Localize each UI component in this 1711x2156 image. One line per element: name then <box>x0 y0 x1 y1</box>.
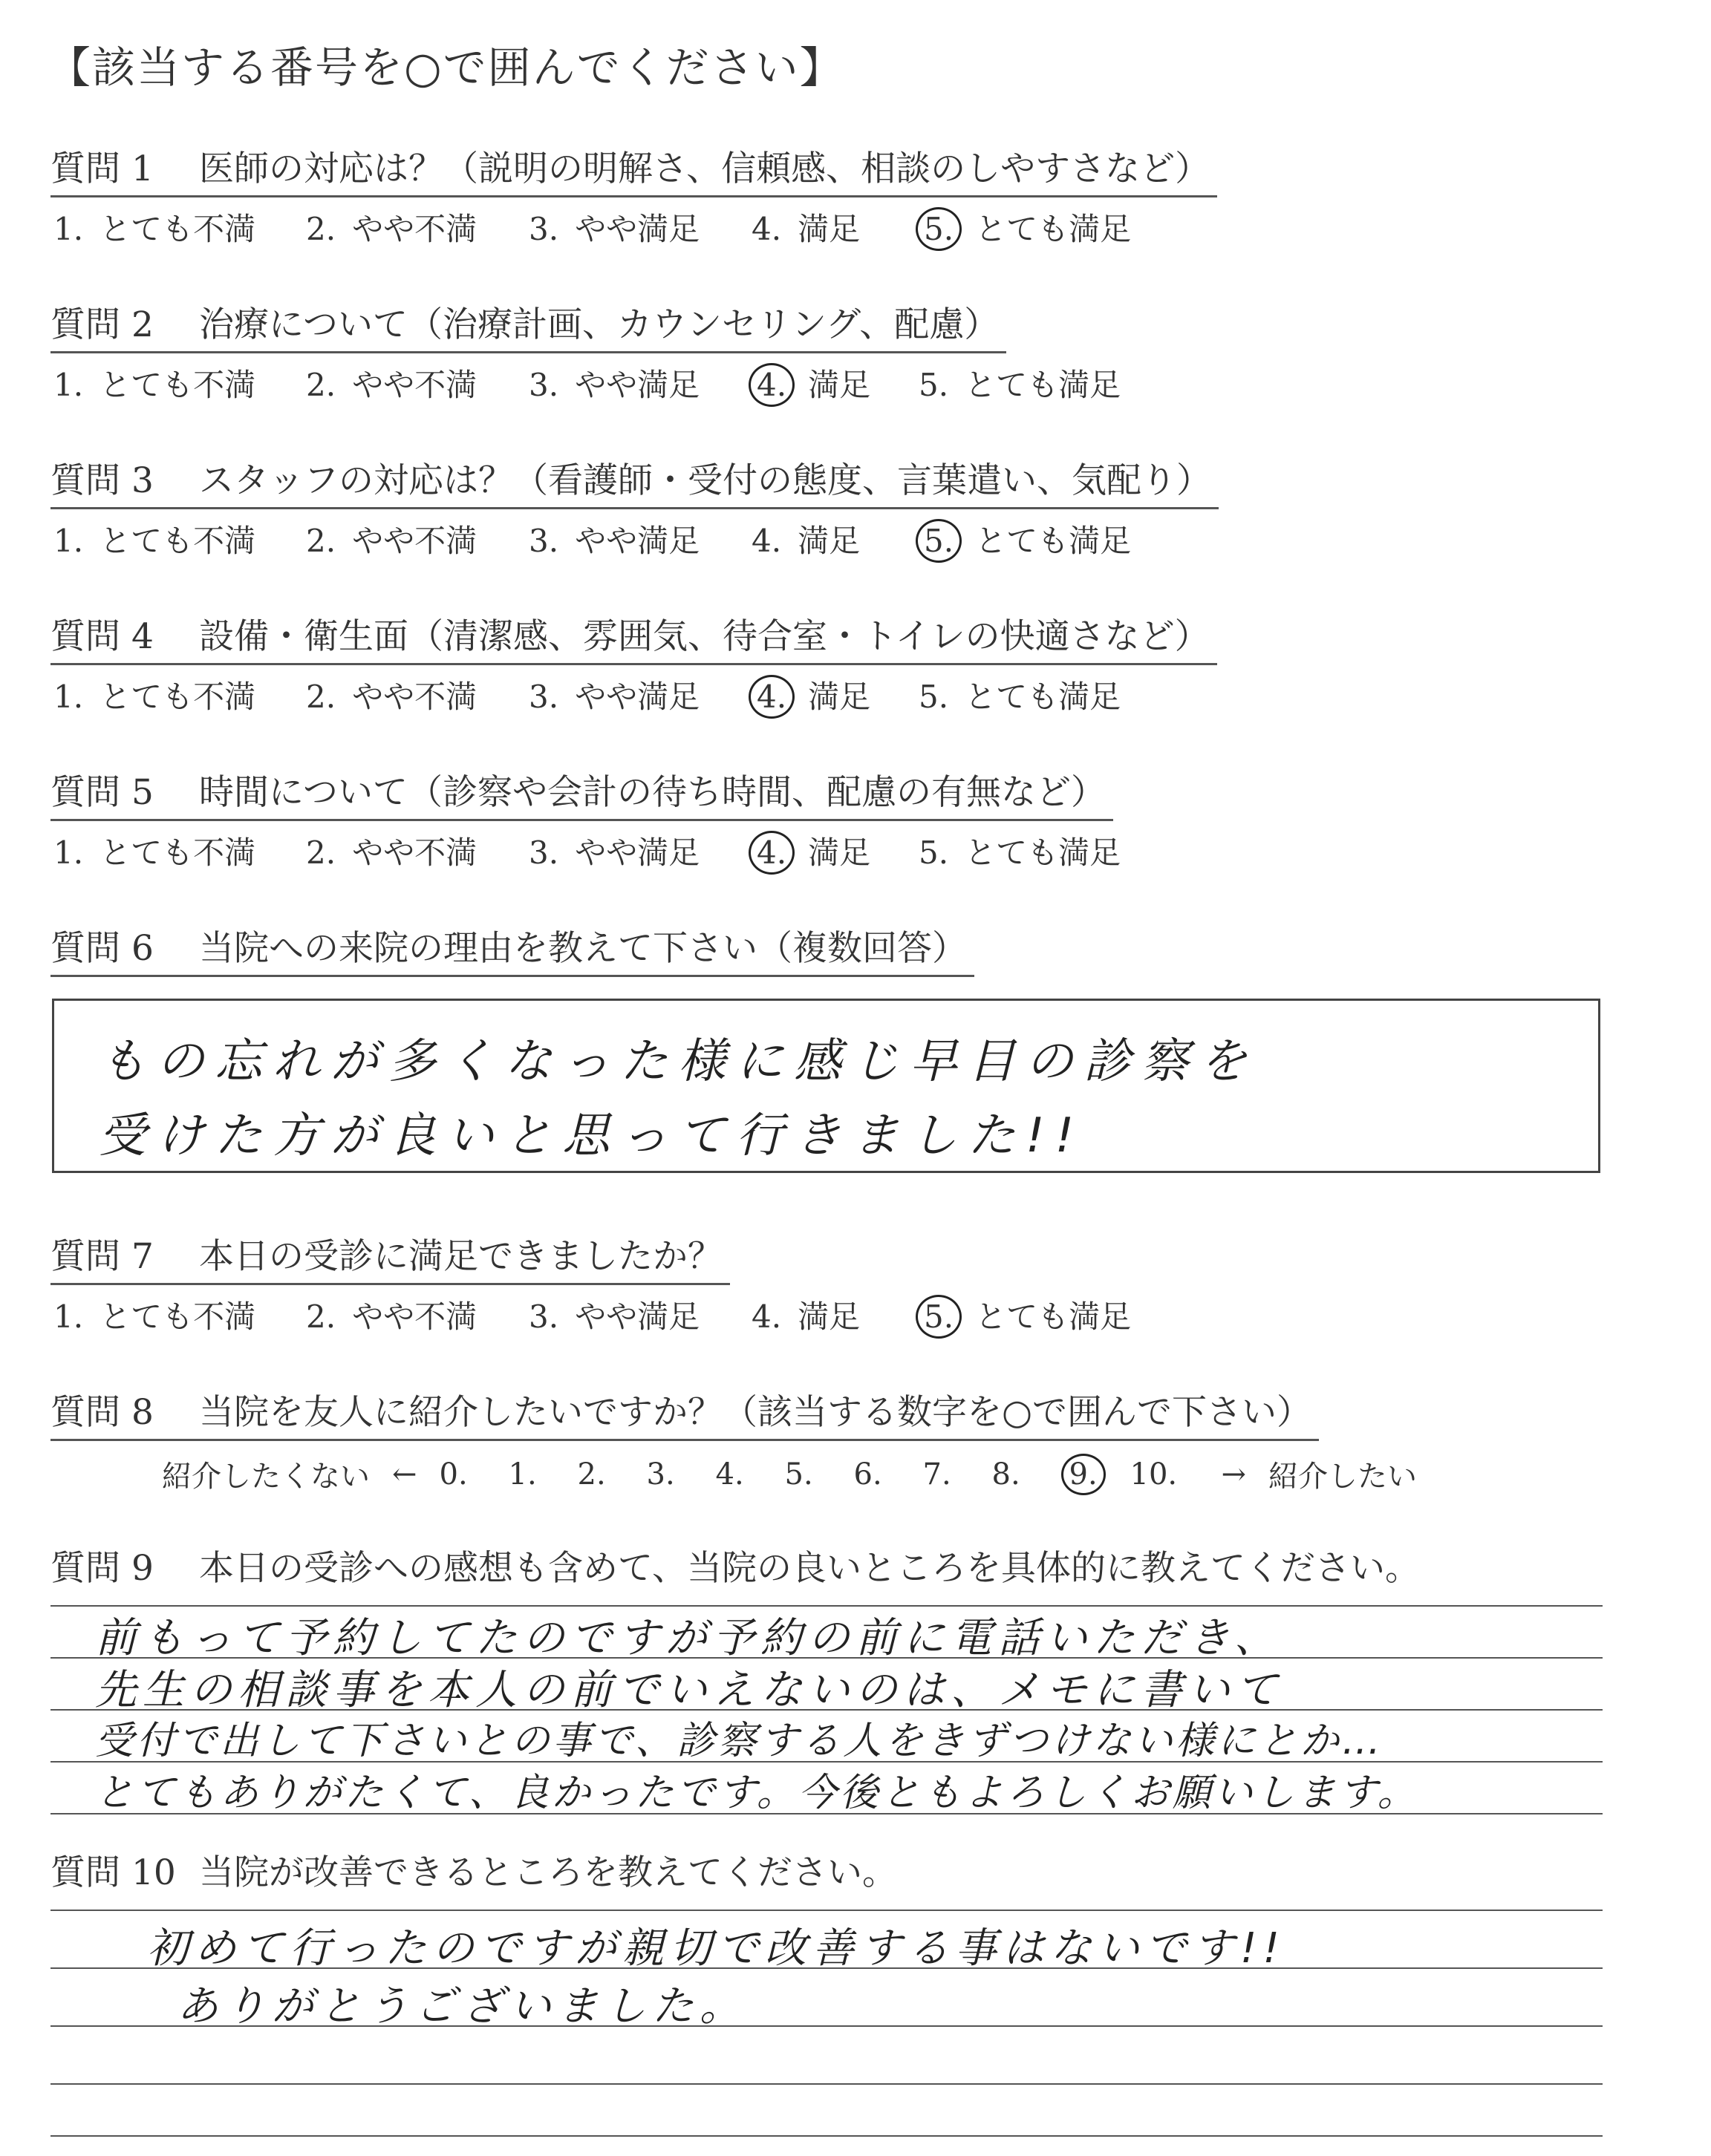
question-number: 質問 7 <box>50 1236 154 1277</box>
option-label: とても満足 <box>975 523 1132 559</box>
option-number: 2. <box>306 367 336 403</box>
option-number: 1. <box>53 1298 84 1335</box>
option-1[interactable] <box>50 829 255 873</box>
option-number: 3. <box>529 679 559 715</box>
scale-value-label: 6. <box>853 1457 882 1492</box>
answer-options <box>50 361 1121 405</box>
question-5 <box>50 765 1121 873</box>
option-label: やや満足 <box>575 679 700 715</box>
answer-options <box>50 673 1217 717</box>
scale-right-label: 紹介したい <box>1268 1460 1418 1494</box>
option-number: 5. <box>919 834 949 871</box>
option-2[interactable] <box>303 361 477 405</box>
question-number: 質問 3 <box>50 460 154 501</box>
answer-options <box>50 517 1219 561</box>
question-text: 当院を友人に紹介したいですか？（該当する数字を○で囲んで下さい） <box>199 1392 1312 1433</box>
option-label: とても不満 <box>100 523 256 559</box>
option-number: 2. <box>306 523 336 559</box>
left-arrow-icon: ← <box>392 1457 417 1492</box>
handwritten-line: 先生の相談事を本人の前でいえないのは、メモに書いて <box>95 1666 1283 1714</box>
page-title: 【該当する番号を○で囲んでください】 <box>48 42 844 93</box>
option-label: とても満足 <box>975 1298 1132 1335</box>
question-9 <box>50 1541 1420 1590</box>
scale-value-7[interactable] <box>923 1457 992 1492</box>
option-2[interactable] <box>303 673 477 717</box>
question-2 <box>50 297 1121 405</box>
option-number: 4. <box>752 211 782 247</box>
option-number: 3. <box>529 367 559 403</box>
option-label: とても満足 <box>965 367 1121 403</box>
option-4[interactable] <box>749 361 870 407</box>
option-label: とても不満 <box>100 1298 256 1335</box>
scale-value-0[interactable] <box>440 1457 509 1492</box>
scale-value-label: 4. <box>715 1457 744 1492</box>
option-label: やや不満 <box>352 679 478 715</box>
option-2[interactable] <box>303 205 477 249</box>
question-text: 当院が改善できるところを教えてください。 <box>199 1852 897 1893</box>
scale-value-4[interactable] <box>716 1457 785 1492</box>
option-number: 5. <box>916 519 962 563</box>
option-label: 満足 <box>798 523 861 559</box>
option-3[interactable] <box>526 673 700 717</box>
option-label: とても不満 <box>100 834 256 871</box>
question-6 <box>50 921 974 977</box>
scale-value-9[interactable] <box>1061 1457 1130 1492</box>
question-4 <box>50 609 1217 717</box>
handwritten-line: 前もって予約してたのですが予約の前に電話いただき、 <box>95 1614 1282 1662</box>
option-4[interactable] <box>749 1293 860 1337</box>
question-title <box>50 1229 730 1285</box>
option-label: やや不満 <box>352 367 478 403</box>
scale-value-6[interactable] <box>854 1457 923 1492</box>
question-title <box>50 1385 1319 1441</box>
option-number: 3. <box>529 834 559 871</box>
answer-options <box>50 829 1121 873</box>
option-label: やや不満 <box>352 834 478 871</box>
scale-value-label: 9. <box>1061 1454 1106 1495</box>
handwritten-line: もの忘れが多くなった様に感じ早目の診察を <box>99 1034 1257 1089</box>
handwritten-line: ありがとうございました。 <box>177 1982 747 2031</box>
handwritten-line: 受付で出して下さいとの事で、診察する人をきずつけない様にとか… <box>95 1719 1384 1763</box>
scale-value-label: 3. <box>646 1457 675 1492</box>
option-label: 満足 <box>808 367 871 403</box>
option-label: やや満足 <box>575 367 700 403</box>
option-number: 4. <box>749 675 795 719</box>
question-number: 質問 9 <box>50 1548 154 1589</box>
option-label: やや満足 <box>575 211 700 247</box>
handwritten-line: 受けた方が良いと思って行きました!! <box>99 1108 1085 1163</box>
option-number: 1. <box>53 834 84 871</box>
answer-options <box>50 1293 1132 1337</box>
scale-value-label: 2. <box>577 1457 606 1492</box>
scale-value-1[interactable] <box>509 1457 578 1492</box>
option-number: 2. <box>306 1298 336 1335</box>
question-title <box>50 921 974 977</box>
option-number: 2. <box>306 679 336 715</box>
scale-value-2[interactable] <box>578 1457 647 1492</box>
question-number: 質問 8 <box>50 1392 154 1433</box>
option-number: 1. <box>53 523 84 559</box>
option-number: 2. <box>306 834 336 871</box>
option-5[interactable] <box>916 205 1131 251</box>
option-label: 満足 <box>798 211 861 247</box>
scale-value-label: 8. <box>991 1457 1020 1492</box>
option-1[interactable] <box>50 673 255 717</box>
option-5[interactable] <box>916 829 1121 873</box>
option-label: やや不満 <box>352 211 478 247</box>
q9-answer-lines[interactable] <box>50 1596 1603 1819</box>
option-5[interactable] <box>916 361 1121 405</box>
question-title <box>50 297 1006 353</box>
scale-value-5[interactable] <box>785 1457 854 1492</box>
question-title <box>50 609 1217 665</box>
option-label: とても不満 <box>100 211 256 247</box>
question-text: 医師の対応は？（説明の明解さ、信頼感、相談のしやすさなど） <box>199 148 1210 189</box>
answer-options <box>50 205 1217 249</box>
option-2[interactable] <box>303 517 477 561</box>
option-label: やや不満 <box>352 523 478 559</box>
option-number: 5. <box>919 679 949 715</box>
question-text: スタッフの対応は？（看護師・受付の態度、言葉遣い、気配り） <box>199 460 1211 501</box>
option-label: とても不満 <box>100 679 256 715</box>
option-5[interactable] <box>916 517 1131 563</box>
option-label: やや不満 <box>352 1298 478 1335</box>
scale-value-3[interactable] <box>647 1457 716 1492</box>
option-5[interactable] <box>916 1293 1131 1339</box>
scale-value-label: 10. <box>1130 1457 1178 1492</box>
option-number: 5. <box>916 1295 962 1339</box>
right-arrow-icon: → <box>1221 1457 1247 1492</box>
option-3[interactable] <box>526 829 700 873</box>
option-label: とても不満 <box>100 367 256 403</box>
question-number: 質問 1 <box>50 148 154 189</box>
question-text: 設備・衛生面（清潔感、雰囲気、待合室・トイレの快適さなど） <box>199 616 1210 657</box>
question-7 <box>50 1229 1132 1337</box>
option-1[interactable] <box>50 205 255 249</box>
q10-answer-lines[interactable] <box>50 1901 1603 2138</box>
option-label: やや満足 <box>575 523 700 559</box>
option-label: やや満足 <box>575 1298 700 1335</box>
q6-answer-box[interactable] <box>52 999 1600 1173</box>
option-1[interactable] <box>50 1293 255 1337</box>
scale-value-label: 0. <box>439 1457 468 1492</box>
option-label: やや満足 <box>575 834 700 871</box>
question-1 <box>50 141 1217 249</box>
scale-value-label: 5. <box>784 1457 813 1492</box>
option-2[interactable] <box>303 829 477 873</box>
option-label: とても満足 <box>965 679 1121 715</box>
option-number: 4. <box>752 523 782 559</box>
option-number: 4. <box>749 831 795 875</box>
question-number: 質問 2 <box>50 304 154 345</box>
option-3[interactable] <box>526 361 700 405</box>
question-10 <box>50 1845 897 1895</box>
option-number: 3. <box>529 1298 559 1335</box>
option-label: とても満足 <box>965 834 1121 871</box>
question-title <box>50 141 1217 197</box>
option-number: 4. <box>752 1298 782 1335</box>
option-4[interactable] <box>749 673 870 719</box>
question-number: 質問 4 <box>50 616 154 657</box>
question-8 <box>50 1385 1417 1495</box>
question-number: 質問 5 <box>50 772 154 813</box>
question-text: 本日の受診に満足できましたか？ <box>199 1236 723 1277</box>
scale-value-8[interactable] <box>992 1457 1061 1492</box>
option-5[interactable] <box>916 673 1121 717</box>
question-title <box>50 453 1219 509</box>
option-1[interactable] <box>50 361 255 405</box>
scale-value-10[interactable] <box>1130 1457 1199 1492</box>
option-4[interactable] <box>749 517 860 561</box>
question-number: 質問 6 <box>50 928 154 969</box>
option-number: 3. <box>529 211 559 247</box>
option-3[interactable] <box>526 205 700 249</box>
option-number: 1. <box>53 211 84 247</box>
question-title <box>50 765 1113 821</box>
option-3[interactable] <box>526 517 700 561</box>
question-text: 当院への来院の理由を教えて下さい（複数回答） <box>199 928 967 969</box>
handwritten-line: 初めて行ったのですが親切で改善する事はないです!! <box>147 1924 1285 1973</box>
handwritten-line: とてもありがたくて、良かったです。今後ともよろしくお願いします。 <box>95 1771 1419 1815</box>
question-text: 治療について（治療計画、カウンセリング、配慮） <box>199 304 1000 345</box>
question-number: 質問 10 <box>50 1852 176 1893</box>
option-4[interactable] <box>749 829 870 875</box>
scale-value-label: 1. <box>508 1457 537 1492</box>
option-2[interactable] <box>303 1293 477 1337</box>
question-text: 時間について（診察や会計の待ち時間、配慮の有無など） <box>199 772 1107 813</box>
option-number: 3. <box>529 523 559 559</box>
option-number: 5. <box>916 207 962 251</box>
option-number: 5. <box>919 367 949 403</box>
option-label: 満足 <box>798 1298 861 1335</box>
question-text: 本日の受診への感想も含めて、当院の良いところを具体的に教えてください。 <box>199 1548 1421 1589</box>
scale-left-label: 紹介したくない <box>162 1460 370 1494</box>
question-3 <box>50 453 1219 561</box>
option-number: 2. <box>306 211 336 247</box>
option-1[interactable] <box>50 517 255 561</box>
option-label: 満足 <box>808 679 871 715</box>
scale-value-label: 7. <box>922 1457 951 1492</box>
option-4[interactable] <box>749 205 860 249</box>
option-number: 1. <box>53 679 84 715</box>
option-label: とても満足 <box>975 211 1132 247</box>
option-number: 1. <box>53 367 84 403</box>
option-number: 4. <box>749 363 795 407</box>
recommend-scale <box>162 1453 1417 1495</box>
option-label: 満足 <box>808 834 871 871</box>
option-3[interactable] <box>526 1293 700 1337</box>
